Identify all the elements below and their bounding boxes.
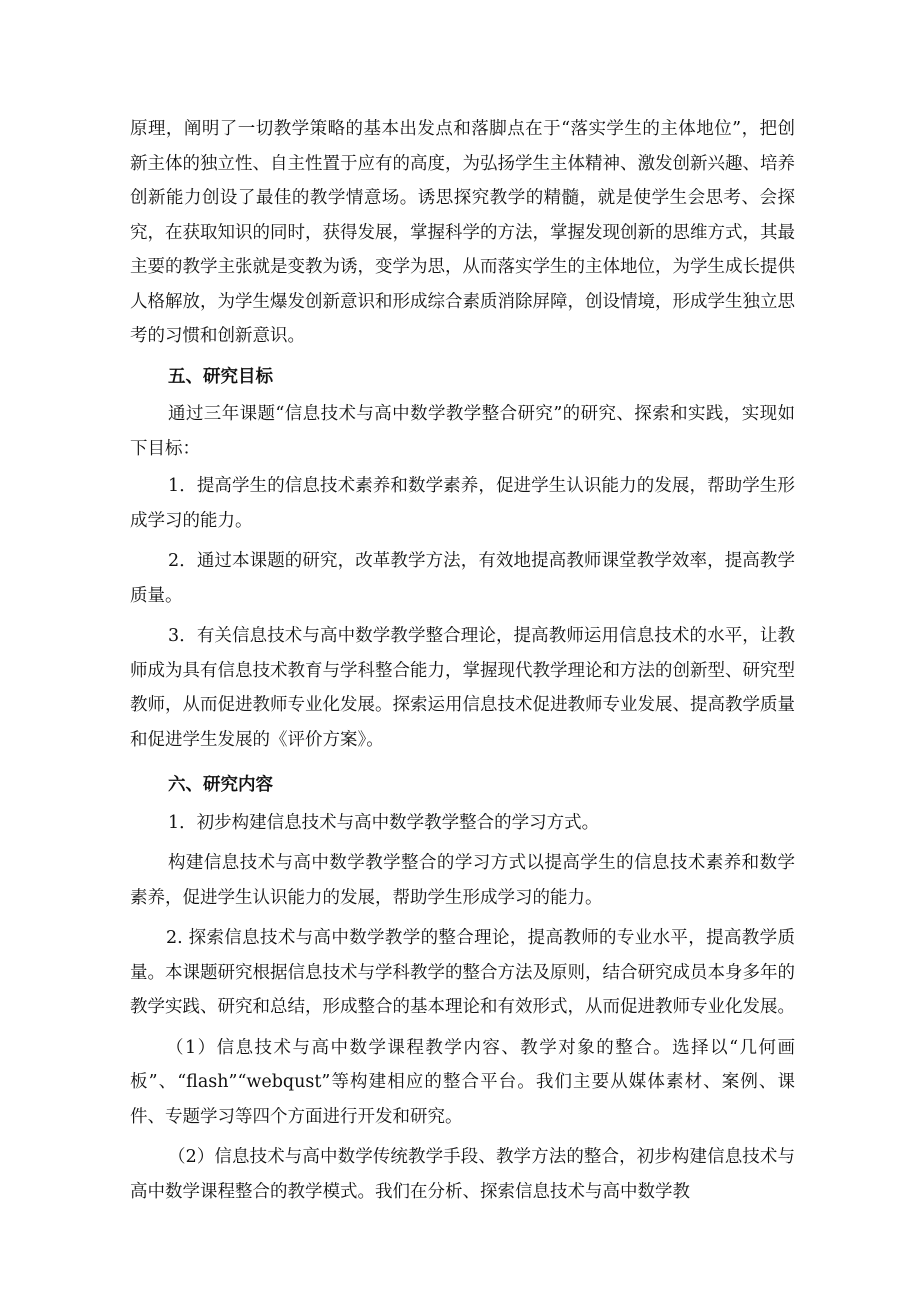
paragraph-content-2-2: （2）信息技术与高中数学传统教学手段、教学方法的整合，初步构建信息技术与高中数学课程整合的教学模式。我们在分析、探索信息技术与高中数学教 <box>130 1147 795 1202</box>
paragraph-intro-continued: 原理，阐明了一切教学策略的基本出发点和落脚点在于“落实学生的主体地位”，把创新主体的独立性、自主性置于应有的高度，为弘扬学生主体精神、激发创新兴趣、培养创新能力创设了最佳的教学情意场。诱思探究教学的精髓，就是使学生会思考、会探究，在获取知识的同时，获得发展，掌握科学的方法，掌握发现创新的思维方式，其最主要的教学主张就是变教为诱，变学为思，从而落实学生的主体地位，为学生成长提供人格解放，为学生爆发创新意识和形成综合素质消除屏障，创设情境，形成学生独立思考的习惯和创新意识。 <box>130 119 795 346</box>
paragraph-content-2: 2. 探索信息技术与高中数学教学的整合理论，提高教师的专业水平，提高教学质量。本课题研究根据信息技术与学科教学的整合方法及原则，结合研究成员本身多年的教学实践、研究和总结，形成整合的基本理论和有效形式，从而促进教师专业化发展。 <box>130 928 795 1017</box>
paragraph-content-1-desc: 构建信息技术与高中数学教学整合的学习方式以提高学生的信息技术素养和数学素养，促进学生认识能力的发展，帮助学生形成学习的能力。 <box>130 853 795 908</box>
paragraph-content-2-1: （1）信息技术与高中数学课程教学内容、教学对象的整合。选择以“几何画板”、“flash”“webqust”等构建相应的整合平台。我们主要从媒体素材、案例、课件、专题学习等四个方面进行开发和研究。 <box>130 1037 795 1127</box>
section-heading-research-content: 六、研究内容 <box>168 775 273 795</box>
document-page <box>130 112 795 1209</box>
paragraph-goal-2: 2．通过本课题的研究，改革教学方法，有效地提高教师课堂教学效率，提高教学质量。 <box>130 551 795 606</box>
section-heading-research-goals: 五、研究目标 <box>168 366 273 387</box>
paragraph-goal-1: 1．提高学生的信息技术素养和数学素养，促进学生认识能力的发展，帮助学生形成学习的能力。 <box>130 476 795 531</box>
paragraph-content-1: 1．初步构建信息技术与高中数学教学整合的学习方式。 <box>168 812 600 833</box>
paragraph-goals-intro: 通过三年课题“信息技术与高中数学教学整合研究”的研究、探索和实践，实现如下目标： <box>130 404 795 459</box>
paragraph-goal-3: 3．有关信息技术与高中数学教学整合理论，提高教师运用信息技术的水平，让教师成为具有信息技术教育与学科整合能力，掌握现代教学理论和方法的创新型、研究型教师，从而促进教师专业化发展。探索运用信息技术促进教师专业发展、提高教学质量和促进学生发展的《评价方案》。 <box>130 626 795 750</box>
